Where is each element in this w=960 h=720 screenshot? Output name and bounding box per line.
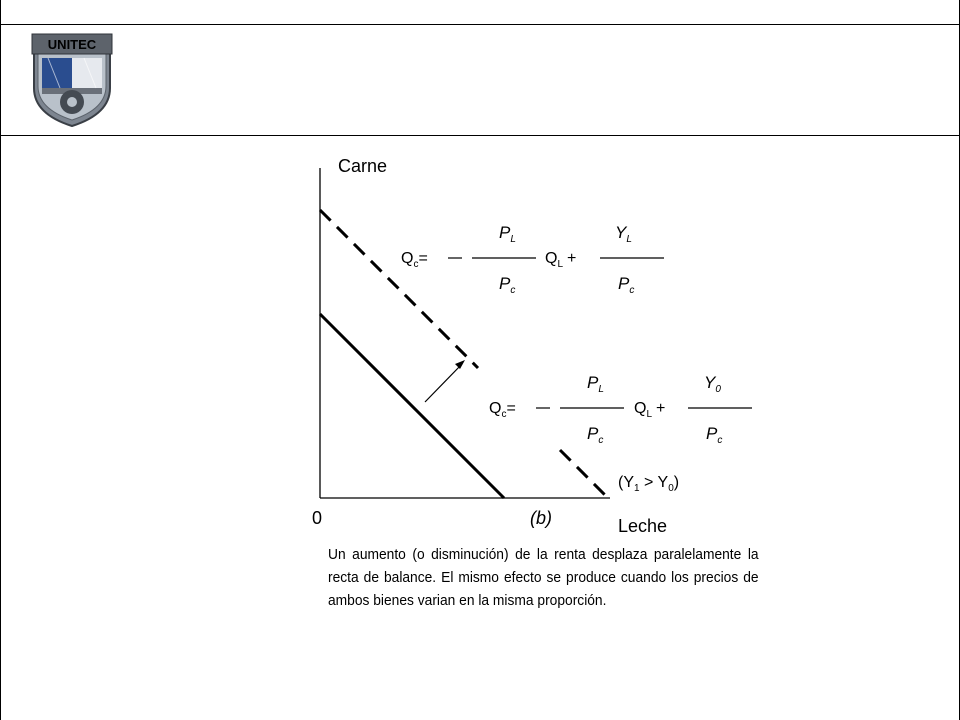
eq-top-lhs: Q bbox=[401, 250, 414, 267]
budget-line-initial bbox=[320, 314, 507, 498]
svg-text:PL bbox=[587, 373, 604, 395]
svg-text:PL bbox=[499, 223, 516, 245]
svg-text:Pc bbox=[499, 274, 515, 296]
svg-text:Pc bbox=[587, 424, 603, 446]
y-axis-label: Carne bbox=[338, 156, 388, 176]
eq-top-coef-den-sub: c bbox=[510, 285, 516, 296]
logo-text: UNITEC bbox=[47, 37, 97, 52]
eq-top-lhs-sub: c bbox=[413, 259, 419, 270]
eq-bottom-var-sub: L bbox=[646, 409, 653, 420]
eq-top-equals: = bbox=[418, 250, 428, 267]
eq-top-coef-den: P bbox=[499, 274, 511, 293]
panel-label: (b) bbox=[530, 508, 552, 528]
eq-top-inc-den-sub: c bbox=[629, 285, 635, 296]
shift-arrow-head bbox=[455, 360, 465, 369]
x-axis-label: Leche bbox=[618, 516, 668, 536]
eq-bottom-coef-den: P bbox=[587, 424, 599, 443]
eq-top-plus: + bbox=[567, 250, 577, 267]
eq-top-inc-num-sub: L bbox=[626, 234, 632, 245]
svg-text:Qc= bbox=[489, 400, 516, 420]
equation-top bbox=[401, 223, 664, 296]
origin-label: 0 bbox=[312, 508, 323, 528]
cond-sub1: 1 bbox=[634, 483, 640, 494]
eq-top-var: Q bbox=[545, 250, 558, 267]
eq-bottom-var: Q bbox=[634, 400, 647, 417]
svg-text:YL bbox=[615, 223, 632, 245]
eq-top-inc-den: P bbox=[618, 274, 630, 293]
cond-sub0: 0 bbox=[668, 483, 674, 494]
eq-bottom-coef-num-sub: L bbox=[598, 384, 604, 395]
svg-text:Pc bbox=[706, 424, 722, 446]
svg-text:QL+ bbox=[634, 400, 665, 420]
budget-line-shifted-upper bbox=[320, 210, 478, 368]
svg-text:Pc bbox=[618, 274, 634, 296]
shift-arrow-shaft bbox=[425, 364, 462, 402]
eq-bottom-lhs-sub: c bbox=[501, 409, 507, 420]
svg-text:QL+ bbox=[545, 250, 576, 270]
income-condition bbox=[618, 474, 679, 494]
eq-top-var-sub: L bbox=[557, 259, 564, 270]
eq-bottom-lhs: Q bbox=[489, 400, 502, 417]
eq-top-inc-num: Y bbox=[615, 223, 627, 242]
svg-text:Qc= bbox=[401, 250, 428, 270]
eq-bottom-inc-den-sub: c bbox=[717, 435, 723, 446]
equation-bottom bbox=[489, 373, 752, 446]
svg-text:Y0 bbox=[704, 373, 721, 395]
eq-bottom-plus: + bbox=[656, 400, 666, 417]
eq-bottom-inc-num-sub: 0 bbox=[715, 384, 721, 395]
budget-line-shifted-lower bbox=[560, 450, 608, 498]
eq-bottom-equals: = bbox=[506, 400, 516, 417]
eq-bottom-coef-num: P bbox=[587, 373, 599, 392]
eq-bottom-coef-den-sub: c bbox=[598, 435, 604, 446]
eq-top-coef-num-sub: L bbox=[510, 234, 516, 245]
cond-close: ) bbox=[673, 474, 680, 491]
eq-bottom-inc-den: P bbox=[706, 424, 718, 443]
caption-text: Un aumento (o disminución) de la renta desplaza paralelamente la recta de balance. El mismo efecto se produce cuando los precios de ambos bienes varian en la misma proporción. bbox=[328, 546, 759, 609]
cond-open: (Y bbox=[618, 474, 634, 491]
eq-bottom-inc-num: Y bbox=[704, 373, 716, 392]
eq-top-coef-num: P bbox=[499, 223, 511, 242]
cond-gt: > Y bbox=[639, 474, 669, 491]
